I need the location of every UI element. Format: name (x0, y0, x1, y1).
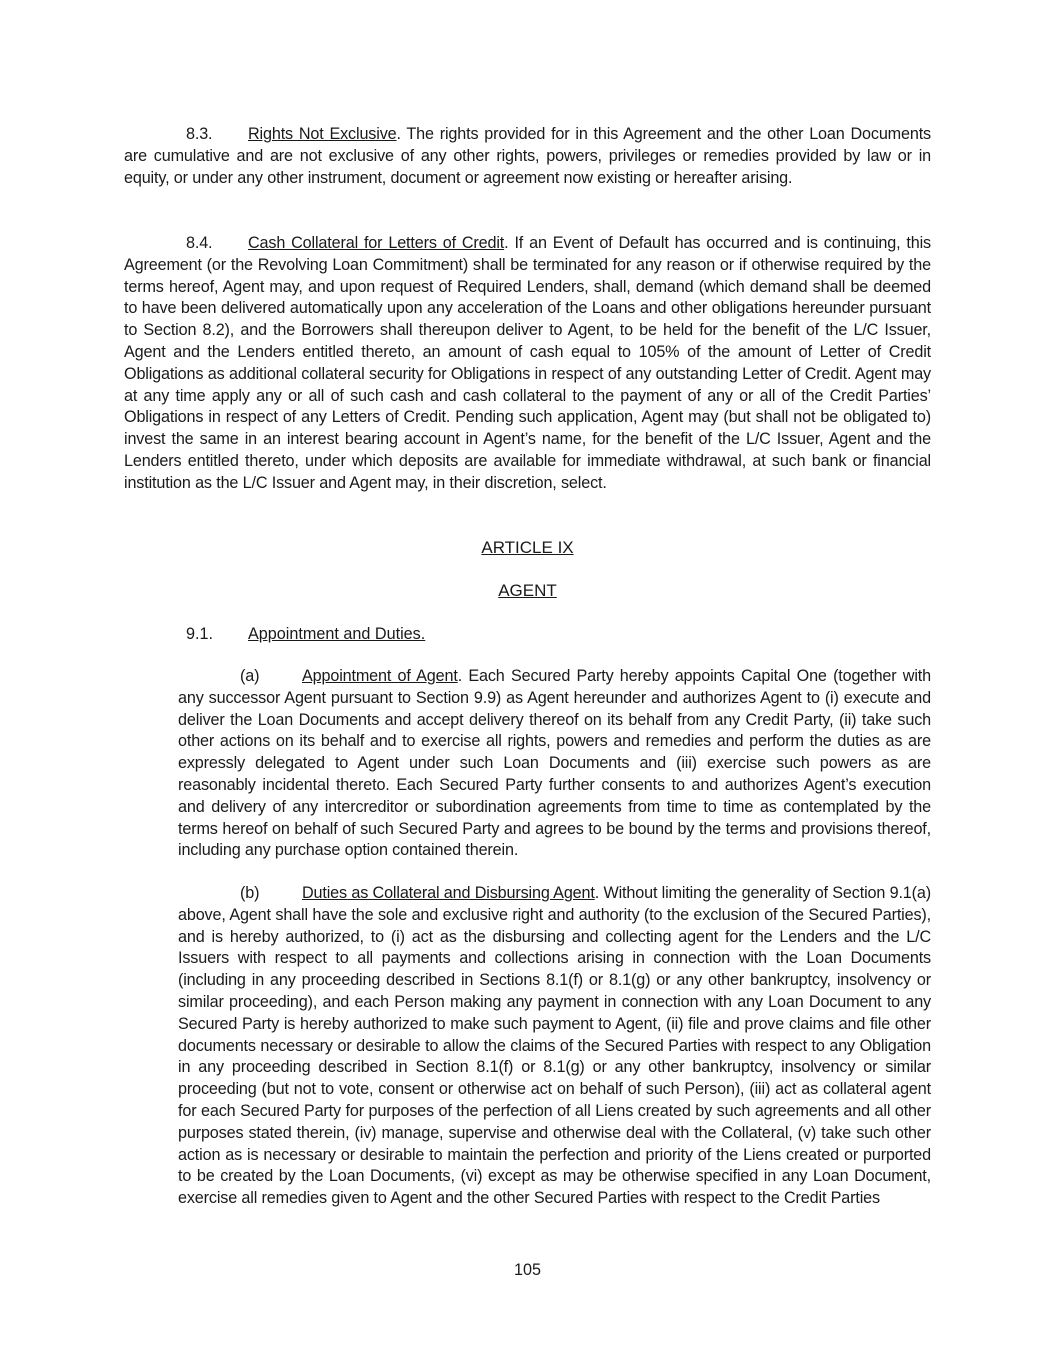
section-number: 8.3. (186, 125, 213, 143)
subsection-label: (a) (240, 667, 260, 685)
section-number: 8.4. (186, 234, 213, 252)
section-text: . The rights provided for in this Agreement and the other Loan Documents are cumulative and are not exclusive of any other rights, powers, privileges or remedies provided by law or in equity, or under any other instrument, document or agreement now existing or hereafter arising. (124, 125, 931, 187)
subsection-text: . Without limiting the generality of Section 9.1(a) above, Agent shall have the sole and exclusive right and authority (to the exclusion of the Secured Parties), and is hereby authorized, to (i) act as the disbursing and collecting agent for the Lenders and the L/C Issuers with respect to all payments and collections arising in connection with the Loan Documents (including in any proceeding described in Sections 8.1(f) or 8.1(g) or any other bankruptcy, insolvency or similar proceeding), and each Person making any payment in connection with any Loan Document to any Secured Party is hereby authorized to make such payment to Agent, (ii) file and prove claims and file other documents necessary or desirable to allow the claims of the Secured Parties with respect to any Obligation in any proceeding described in Section 8.1(f) or 8.1(g) or any other bankruptcy, insolvency or similar proceeding (but not to vote, consent or otherwise act on behalf of such Person), (iii) act as collateral agent for each Secured Party for purposes of the perfection of all Liens created by such agreements and all other purposes stated therein, (iv) manage, supervise and otherwise deal with the Collateral, (v) take such other action as is necessary or desirable to maintain the perfection and priority of the Liens created or purported to be created by the Loan Documents, (vi) except as may be otherwise specified in any Loan Document, exercise all remedies given to Agent and the other Secured Parties with respect to the Credit Parties (178, 884, 931, 1208)
subsection-text: . Each Secured Party hereby appoints Capital One (together with any successor Agent pursuant to Section 9.9) as Agent hereunder and authorizes Agent to (i) execute and deliver the Loan Documents and accept delivery thereof on its behalf from any Credit Party, (ii) take such other actions on its behalf and to exercise all rights, powers and remedies and perform the duties as are expressly delegated to Agent under such Loan Documents and (iii) exercise such powers as are reasonably incidental thereto. Each Secured Party further consents to and authorizes Agent’s execution and delivery of any intercreditor or subordination agreements from time to time as contemplated by the terms hereof on behalf of such Secured Party and agrees to be bound by the terms and provisions thereof, including any purchase option contained therein. (178, 667, 931, 860)
subsection-a (178, 666, 931, 862)
section-8-4 (124, 233, 931, 495)
subsection-title: Duties as Collateral and Disbursing Agent (302, 884, 595, 902)
subsection-label: (b) (240, 884, 260, 902)
article-title (124, 580, 931, 602)
page-number: 105 (513, 1261, 541, 1279)
article-title-text: AGENT (498, 581, 557, 600)
section-9-1-heading (186, 623, 425, 645)
subsection-title: Appointment of Agent (302, 667, 458, 685)
section-title: Appointment and Duties. (248, 625, 426, 643)
section-8-3 (124, 124, 931, 189)
article-number: ARTICLE IX (481, 538, 574, 557)
section-text: . If an Event of Default has occurred and is continuing, this Agreement (or the Revolving Loan Commitment) shall be terminated for any reason or if otherwise required by the terms hereof, Agent may, and upon request of Required Lenders, shall, demand (which demand shall be deemed to have been delivered automatically upon any acceleration of the Loans and other obligations hereunder pursuant to Section 8.2), and the Borrowers shall thereupon deliver to Agent, to be held for the benefit of the L/C Issuer, Agent and the Lenders entitled thereto, an amount of cash equal to 105% of the amount of Letter of Credit Obligations as additional collateral security for Obligations in respect of any outstanding Letter of Credit. Agent may at any time apply any or all of such cash and cash collateral to the payment of any or all of the Credit Parties’ Obligations in respect of any Letters of Credit. Pending such application, Agent may (but shall not be obligated to) invest the same in an interest bearing account in Agent’s name, for the benefit of the L/C Issuer, Agent and the Lenders entitled thereto, under which deposits are available for immediate withdrawal, at such bank or financial institution as the L/C Issuer and Agent may, in their discretion, select. (124, 234, 931, 492)
article-heading (124, 537, 931, 559)
section-title: Cash Collateral for Letters of Credit (248, 234, 505, 252)
subsection-b (178, 883, 931, 1210)
section-title: Rights Not Exclusive (248, 125, 397, 143)
section-number: 9.1. (186, 625, 214, 643)
